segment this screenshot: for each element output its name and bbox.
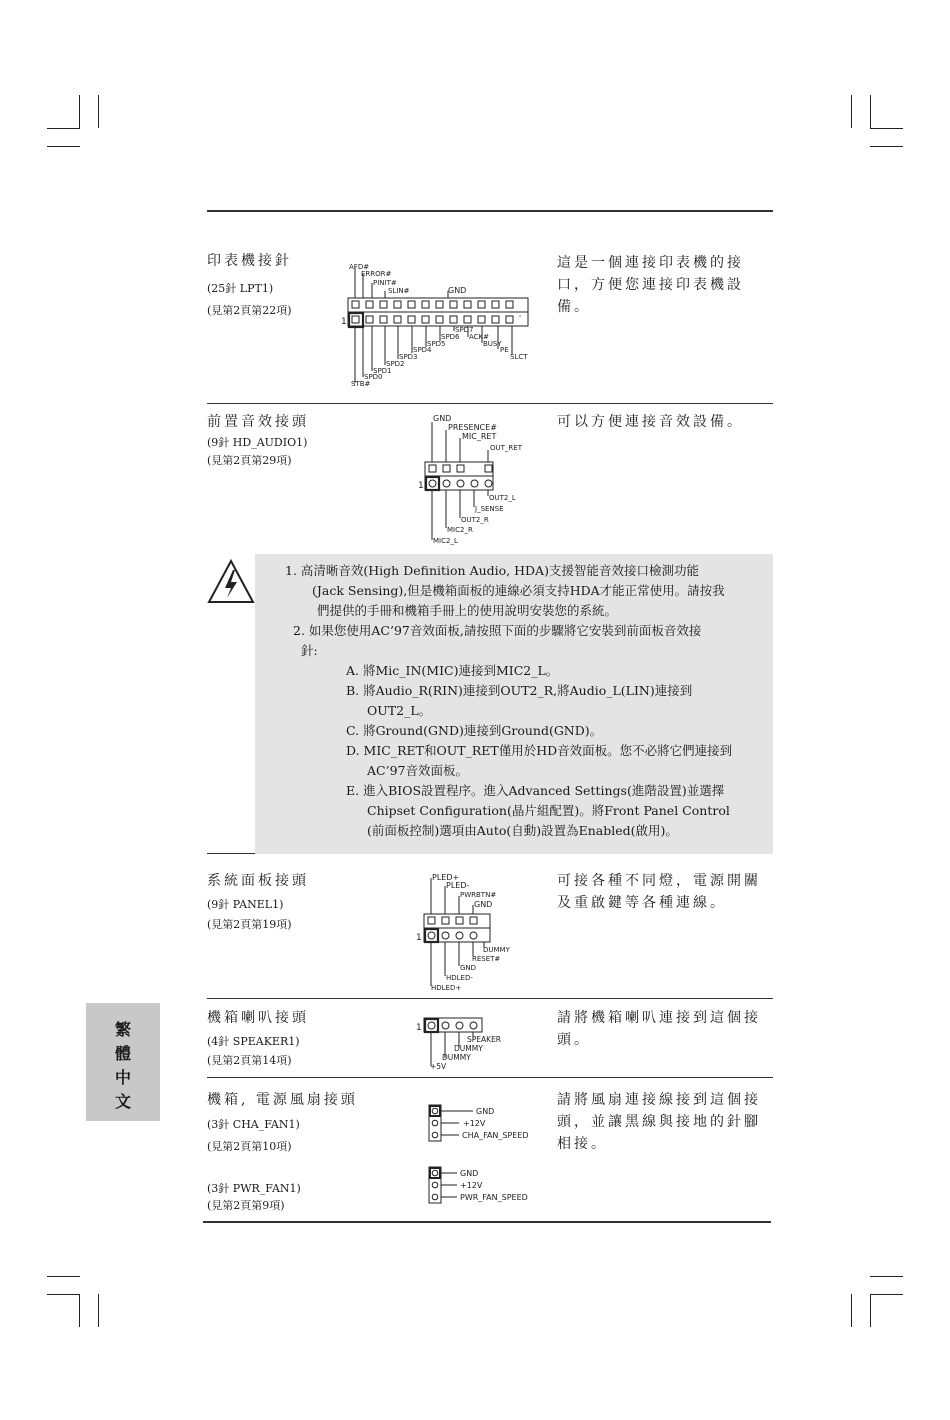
note-line: 們提供的手冊和機箱手冊上的使用說明安裝您的系統。 [317, 603, 618, 618]
pin-label: AFD# [349, 263, 370, 271]
pin1-marker: 1 [418, 481, 424, 491]
crop-mark [870, 146, 903, 147]
pin-label: BUSY [483, 340, 502, 348]
pin-label: SPD3 [399, 353, 418, 361]
pin-label: SPD5 [427, 340, 446, 348]
printer-spec: (25針 LPT1) [207, 282, 274, 295]
fan-title: 機箱, 電源風扇接頭 [207, 1092, 358, 1108]
side-tab-char: 中 [114, 1068, 131, 1087]
pin-label: SPD4 [413, 346, 432, 354]
cha-fan-ref: (見第2頁第10項) [207, 1140, 292, 1153]
crop-mark [870, 1294, 871, 1327]
bottom-rule [203, 1221, 771, 1223]
pin-label: ACK# [469, 333, 490, 341]
speaker-spec: (4針 SPEAKER1) [207, 1035, 300, 1048]
printer-title: 印表機接針 [207, 253, 292, 269]
side-tab-char: 文 [114, 1092, 131, 1111]
pin-label: CHA_FAN_SPEED [462, 1131, 529, 1140]
pin-label: SLIN# [388, 287, 410, 295]
crop-mark [870, 1294, 903, 1295]
note-line: AC’97音效面板。 [367, 763, 468, 778]
note-line: 2. 如果您使用AC’97音效面板,請按照下面的步驟將它安裝到前面板音效接 [293, 623, 702, 638]
pin-label: GND [460, 1169, 479, 1178]
pin-label: HDLED- [446, 974, 473, 982]
pin-label: SPD0 [364, 373, 383, 381]
speaker-ref: (見第2頁第14項) [207, 1054, 292, 1067]
note-line: (前面板控制)選項由Auto(自動)設置為Enabled(啟用)。 [367, 823, 678, 838]
pwr-fan-ref: (見第2頁第9項) [207, 1199, 285, 1212]
pwr-fan-pin-diagram [425, 1165, 540, 1207]
audio-title: 前置音效接頭 [207, 414, 309, 430]
crop-mark [851, 95, 852, 128]
pin-label: STB# [351, 380, 371, 388]
pin-label: GND [460, 964, 477, 972]
pin-label: +12V [463, 1119, 486, 1128]
pin-label: PWR_FAN_SPEED [460, 1193, 528, 1202]
note-line: C. 將Ground(GND)連接到Ground(GND)。 [346, 723, 603, 738]
note-line: Chipset Configuration(晶片組配置)。將Front Panel Control [367, 803, 730, 818]
crop-mark [79, 95, 80, 128]
pin-label: GND [433, 414, 452, 423]
section-divider [207, 998, 773, 999]
cha-fan-spec: (3針 CHA_FAN1) [207, 1118, 300, 1131]
pin-label: SLCT [510, 353, 528, 361]
crop-mark [98, 1294, 99, 1327]
note-line: E. 進入BIOS設置程序。進入Advanced Settings(進階設置)並選擇 [346, 783, 725, 798]
pin-label: ERROR# [361, 270, 392, 278]
crop-mark [79, 1294, 80, 1327]
pwr-fan-spec: (3針 PWR_FAN1) [207, 1182, 301, 1195]
crop-mark [870, 1276, 903, 1277]
crop-mark [47, 146, 80, 147]
panel-title: 系統面板接頭 [207, 873, 309, 889]
printer-description: 這是一個連接印表機的接口，方便您連接印表機設備。 [557, 255, 744, 315]
crop-mark [851, 1294, 852, 1327]
side-tab-char: 繁 [114, 1020, 131, 1039]
note-line: 1. 高清晰音效(High Definition Audio, HDA)支援智能音效接口檢測功能 [285, 563, 699, 578]
pin-label: DUMMY [483, 946, 510, 954]
pin-label: GND [474, 900, 493, 909]
pin-label: DUMMY [442, 1053, 471, 1062]
panel-description: 可接各種不同燈，電源開關及重啟鍵等各種連線。 [557, 873, 761, 911]
audio-pin-diagram [415, 410, 535, 548]
pin-label: PLED- [446, 881, 470, 890]
cha-fan-pin-diagram [425, 1103, 540, 1145]
crop-mark [47, 128, 80, 129]
crop-mark [47, 1294, 80, 1295]
crop-mark [870, 95, 871, 128]
note-line: A. 將Mic_IN(MIC)連接到MIC2_L。 [346, 663, 559, 678]
pin-label: PRESENCE# [448, 423, 497, 432]
pin-label: MIC2_L [433, 537, 458, 545]
pin-label: SPEAKER [467, 1035, 502, 1044]
pin-label: +12V [460, 1181, 483, 1190]
panel-pin-diagram [412, 870, 532, 994]
pin-label: GND [448, 286, 467, 295]
side-tab-char: 體 [114, 1044, 131, 1063]
fan-description: 請將風扇連接線接到這個接頭，並讓黑線與接地的針腳相接。 [557, 1092, 761, 1152]
top-rule [207, 210, 773, 212]
speaker-description: 請將機箱喇叭連接到這個接頭。 [557, 1010, 761, 1048]
pin-label: PE [500, 346, 509, 354]
pin-label: SPD2 [386, 360, 405, 368]
hd-audio-note-box [255, 554, 773, 854]
audio-description: 可以方便連接音效設備。 [557, 414, 744, 430]
pin-label: OUT2_L [489, 494, 516, 502]
pin-label: RESET# [472, 955, 501, 963]
note-line: B. 將Audio_R(RIN)連接到OUT2_R,將Audio_L(LIN)連接到 [346, 683, 693, 698]
pin1-marker: 1 [416, 1023, 422, 1033]
pin-label: MIC_RET [462, 432, 497, 441]
pin1-marker: 1 [416, 933, 422, 943]
pin-label: DUMMY [454, 1044, 483, 1053]
audio-ref: (見第2頁第29項) [207, 454, 292, 467]
crop-mark [870, 128, 903, 129]
warning-triangle-icon [206, 558, 256, 606]
note-line: D. MIC_RET和OUT_RET僅用於HD音效面板。您不必將它們連接到 [346, 743, 733, 758]
crop-mark [47, 1276, 80, 1277]
pin-label: SPD6 [441, 333, 460, 341]
speaker-pin-diagram [412, 1012, 512, 1074]
note-line: 針: [301, 643, 318, 658]
pin-label: SPD1 [373, 367, 392, 375]
printer-ref: (見第2頁第22項) [207, 304, 292, 317]
panel-spec: (9針 PANEL1) [207, 898, 284, 911]
printer-pin-diagram [340, 255, 540, 390]
pin-label: PWRBTN# [460, 891, 497, 899]
audio-spec: (9針 HD_AUDIO1) [207, 436, 308, 449]
crop-mark [98, 95, 99, 128]
speaker-title: 機箱喇叭接頭 [207, 1010, 309, 1026]
note-line: OUT2_L。 [367, 703, 432, 718]
pin-label: PINIT# [373, 279, 397, 287]
panel-ref: (見第2頁第19項) [207, 918, 292, 931]
pin-label: SPD7 [455, 326, 474, 334]
pin-label: PLED+ [432, 873, 460, 882]
note-line: (Jack Sensing),但是機箱面板的連線必須支持HDA才能正常使用。請按我 [312, 583, 725, 598]
pin-label: GND [476, 1107, 495, 1116]
section-divider [207, 1077, 773, 1078]
pin-label: MIC2_R [447, 526, 473, 534]
pin1-marker: 1 [341, 317, 347, 327]
pin-label: OUT2_R [461, 516, 489, 524]
pin-label: J_SENSE [475, 505, 504, 513]
pin-label: HDLED+ [431, 984, 462, 992]
pin-label: +5V [430, 1062, 447, 1071]
pin-label: OUT_RET [490, 444, 522, 452]
language-side-tab [86, 1003, 160, 1121]
section-divider [207, 403, 773, 404]
